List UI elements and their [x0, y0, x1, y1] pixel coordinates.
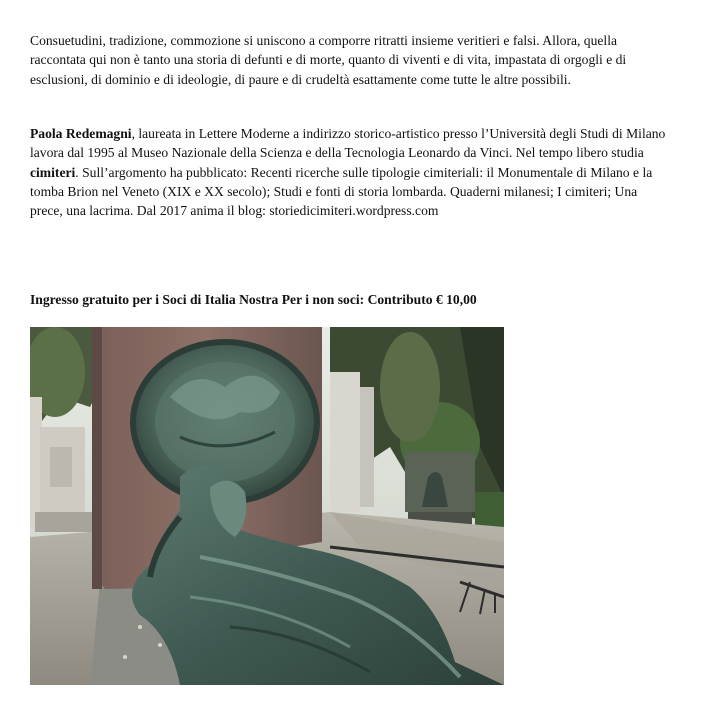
- bio-highlight: cimiteri: [30, 164, 76, 180]
- bio-text-part-1: , laureata in Lettere Moderne a indirizzo storico-artistico presso l’Università degli Studi di Milano lavora dal 1995 al Museo Nazionale della Scienza e della Tecnologia Leonardo da Vinci. Nel tempo libero studia: [30, 126, 666, 161]
- admission-info: Ingresso gratuito per i Soci di Italia Nostra Per i non soci: Contributo € 10,00: [30, 292, 477, 307]
- intro-paragraph: Consuetudini, tradizione, commozione si uniscono a comporre ritratti insieme veritieri e falsi. Allora, quella raccontata qui non è tanto una storia di defunti e di morte, quanto di viventi e di vita, impastata di orgogli e di esclusioni, di dominio e di ideologie, di paure e di crudeltà esattamente come tutte le altre possibili.: [30, 33, 627, 87]
- author-name: Paola Redemagni: [30, 126, 132, 141]
- cemetery-monument-photo: [30, 327, 504, 685]
- bio-text-part-2: . Sull’argomento ha pubblicato: Recenti ricerche sulle tipologie cimiteriali: il Monumentale di Milano e la tomba Brion nel Veneto (XIX e XX secolo); Studi e fonti di storia lombarda. Quaderni milanesi; I cimiteri; Una prece, una lacrima. Dal 2017 anima il blog: storiedicimiteri.wordpress.com: [30, 164, 653, 219]
- bio-paragraph: [30, 124, 672, 220]
